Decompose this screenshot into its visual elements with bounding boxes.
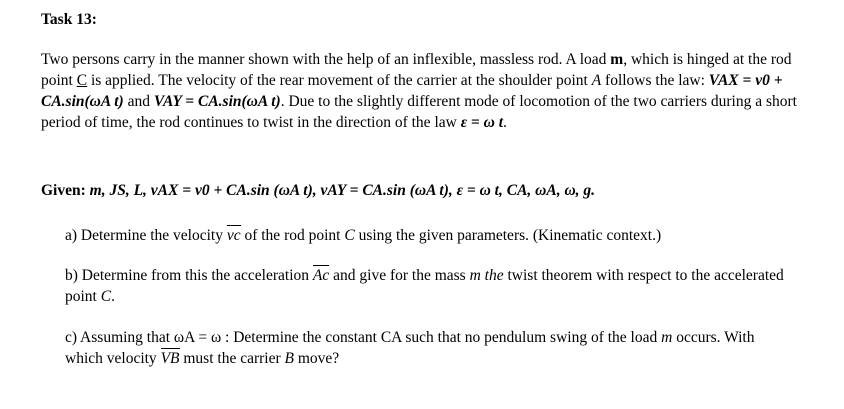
question-text: occurs. With which velocity <box>65 329 755 367</box>
acceleration-c-vector-symbol: Ac <box>312 267 330 284</box>
question-a <box>65 225 785 246</box>
problem-text: , which is hinged at the rod point <box>41 51 792 89</box>
task-title: Task 13: <box>41 11 97 28</box>
question-text: move? <box>293 350 340 367</box>
question-c <box>65 327 785 369</box>
twist-law: ε = ω t <box>460 114 504 131</box>
problem-text: . Due to the slightly different mode of locomotion of the two carriers during a short period of time, the rod continues to twist in the direction of the law <box>41 93 797 131</box>
problem-text: and <box>123 93 154 110</box>
carrier-symbol: B <box>284 350 294 367</box>
rod-point-symbol: C <box>76 72 88 89</box>
question-text: and give for the mass <box>329 267 470 284</box>
velocity-c-vector-symbol: vc <box>226 227 241 244</box>
question-text: . <box>111 288 115 305</box>
rod-point-symbol: C <box>344 227 355 244</box>
velocity-law-x: VAX = v0 + CA.sin(ωA t) <box>41 72 783 110</box>
question-text: twist theorem with respect to the accelerated point <box>65 267 784 305</box>
velocity-b-vector-symbol: VB <box>160 350 180 367</box>
mass-symbol: m the <box>469 267 504 284</box>
question-text: using the given parameters. (Kinematic context.) <box>354 227 662 244</box>
problem-statement <box>41 49 801 133</box>
problem-text: follows the law: <box>601 72 709 89</box>
problem-text: Two persons carry in the manner shown with the help of an inflexible, massless rod. A load <box>41 51 611 68</box>
shoulder-point-symbol: A <box>591 72 602 89</box>
question-text: of the rod point <box>240 227 345 244</box>
rod-point-symbol: C <box>100 288 112 305</box>
given-label: Given: <box>41 182 86 199</box>
load-symbol: m <box>610 51 624 68</box>
given-values: m, JS, L, vAX = v0 + CA.sin (ωA t), vAY = CA.sin (ωA t), ε = ω t, CA, ωA, ω, g. <box>85 182 596 199</box>
question-text: a) Determine the velocity <box>65 227 227 244</box>
given-line <box>41 180 821 201</box>
mass-symbol: m <box>661 329 673 346</box>
velocity-law-y: VAY = CA.sin(ωA t) <box>153 93 281 110</box>
question-text: b) Determine from this the acceleration <box>65 267 313 284</box>
question-text: c) Assuming that ωA = ω : Determine the constant CA such that no pendulum swing of the load <box>65 329 662 346</box>
problem-text: . <box>503 114 507 131</box>
problem-text: is applied. The velocity of the rear movement of the carrier at the shoulder point <box>87 72 592 89</box>
question-text: must the carrier <box>179 350 285 367</box>
question-b <box>65 265 785 307</box>
